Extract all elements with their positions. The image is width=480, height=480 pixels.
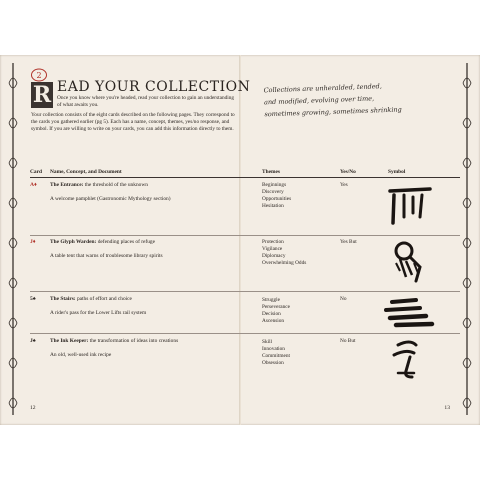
handwritten-line: and modified, evolving over time, — [263, 94, 375, 107]
card-document: A table tent that warns of troublesome library spirits — [50, 253, 163, 259]
brush-creature-symbol — [380, 237, 440, 283]
handwritten-note — [263, 78, 454, 121]
card-document: A rider's pass for the Lower Lifts rail system — [50, 310, 147, 316]
card-concept: the threshold of the unknown — [83, 182, 148, 188]
handwritten-line: Collections are unheralded, tended, — [263, 82, 382, 95]
theme: Discovery — [262, 189, 284, 195]
card-name-label: The Glyph Warden: — [50, 239, 97, 245]
theme: Decision — [262, 311, 281, 317]
card-yesno: Yes But — [340, 239, 357, 245]
theme: Beginnings — [262, 182, 287, 188]
brush-steps-symbol — [380, 295, 440, 341]
card-rank: 5♠ — [30, 296, 36, 302]
brush-gate-symbol — [380, 183, 440, 229]
theme: Diplomacy — [262, 253, 286, 259]
card-rank: A♦ — [30, 182, 37, 188]
card-themes — [262, 339, 290, 367]
card-themes — [262, 182, 291, 210]
theme: Perseverance — [262, 304, 290, 310]
page-number-right: 13 — [444, 405, 450, 411]
theme: Obsession — [262, 360, 284, 366]
card-name — [50, 239, 230, 245]
card-name — [50, 296, 230, 302]
card-yesno: Yes — [340, 182, 348, 188]
card-name-label: The Entrance: — [50, 182, 84, 188]
card-name — [50, 338, 230, 344]
card-rank: J♦ — [30, 239, 36, 245]
card-themes — [262, 239, 306, 267]
card-document: A welcome pamphlet (Gastronomic Mythology section) — [50, 196, 171, 202]
handwritten-line: sometimes growing, sometimes shrinking — [264, 105, 402, 119]
row-divider — [30, 235, 460, 236]
theme: Struggle — [262, 297, 280, 303]
header-yesno: Yes/No — [340, 169, 356, 175]
annotation-number: 2 — [36, 71, 42, 80]
page-title: EAD YOUR COLLECTION — [57, 79, 251, 95]
table-header-rule — [30, 177, 460, 178]
header-symbol: Symbol — [388, 169, 406, 175]
right-ornamental-border — [462, 63, 472, 415]
theme: Ascension — [262, 318, 285, 324]
card-yesno: No But — [340, 338, 356, 344]
card-concept: defending places of refuge — [96, 239, 156, 245]
red-annotation-mark — [30, 67, 48, 83]
theme: Skill — [262, 339, 273, 345]
card-concept: the transformation of ideas into creations — [88, 338, 179, 344]
intro-body: Your collection consists of the eight cards described on the following pages. They correspond to the cards you gathered earlier (pg 5). Each has a name, concept, themes, yes/no response, and symbol. If you are willing to write on your cards, you can add this information directly to them. — [31, 112, 235, 133]
theme: Innovation — [262, 346, 285, 352]
card-name — [50, 182, 230, 188]
theme: Opportunities — [262, 196, 292, 202]
card-name-label: The Ink Keeper: — [50, 338, 89, 344]
page-number-left: 12 — [30, 405, 36, 411]
left-ornamental-border — [8, 63, 18, 415]
theme: Overwhelming Odds — [262, 260, 307, 266]
theme: Commitment — [262, 353, 290, 359]
card-yesno: No — [340, 296, 347, 302]
intro-text: Once you know where you're headed, read your collection to gain an understanding of what awaits you. — [57, 95, 235, 109]
card-document: An old, well-used ink recipe — [50, 352, 112, 358]
theme: Vigilance — [262, 246, 283, 252]
header-name: Name, Concept, and Document — [50, 169, 122, 175]
theme: Hesitation — [262, 203, 284, 209]
header-card: Card — [30, 169, 42, 175]
card-themes — [262, 297, 290, 325]
drop-cap: R — [32, 82, 52, 108]
book-gutter — [239, 55, 241, 425]
header-themes: Themes — [262, 169, 280, 175]
brush-scroll-symbol — [380, 337, 440, 383]
row-divider — [30, 333, 460, 334]
row-divider — [30, 291, 460, 292]
book-spread — [0, 55, 480, 425]
card-concept: paths of effort and choice — [75, 296, 132, 302]
card-name-label: The Stairs: — [50, 296, 76, 302]
theme: Protection — [262, 239, 284, 245]
card-rank: J♠ — [30, 338, 36, 344]
